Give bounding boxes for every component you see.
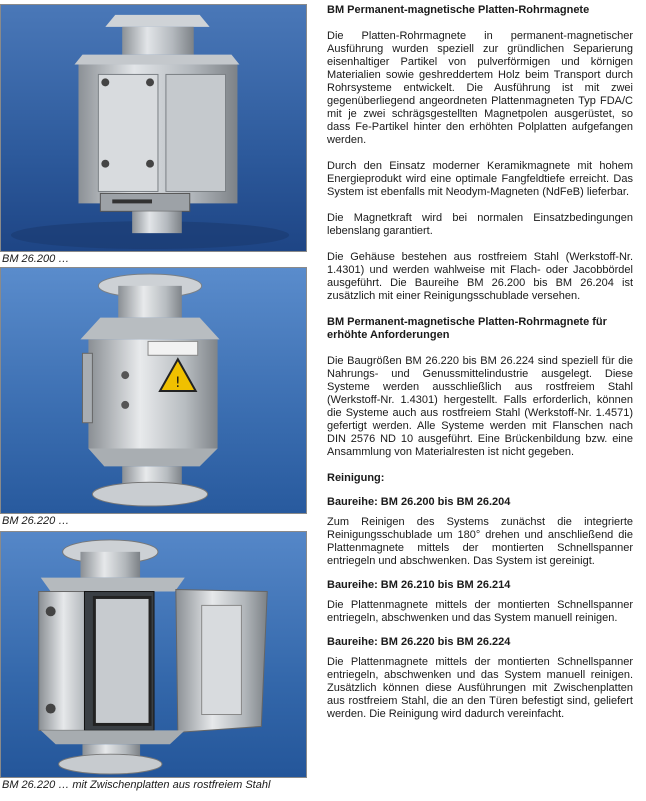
photo-caption: BM 26.220 … mit Zwischenplatten aus rostfreiem Stahl [2,779,271,791]
series-heading: Baureihe: BM 26.220 bis BM 26.224 [327,636,511,648]
series-text: Zum Reinigen des Systems zunächst die integrierte Reinigungsschublade um 180° drehen und anschließend die Plattenmagnete mittels der montierten Schnellspanner entriegeln und abschwenken. Das System ist gereinigt. [327,516,633,567]
cleaning-title: Reinigung: [327,472,385,484]
paragraph: Durch den Einsatz moderner Keramikmagnete mit hohem Energieprodukt wird eine optimale Fangfeldtiefe erreicht. Das System ist ebenfalls mit Neodym-Magneten (NdFeB) lieferbar. [327,160,633,198]
svg-text:!: ! [175,375,181,392]
paragraph: Die Gehäuse bestehen aus rostfreiem Stahl (Werkstoff-Nr. 1.4301) und werden wahlweise mit Flach- oder Jacobbördel ausgeführt. Die Baureihe BM 26.200 bis BM 26.204 ist zusätzlich mit einer Reinigungsschublade versehen. [327,251,633,302]
section-title: BM Permanent-magnetische Platten-Rohrmagnete [327,4,590,16]
photo-caption: BM 26.200 … [2,253,70,265]
text-column [327,4,633,721]
product-photo-bm-26220-open [0,531,307,778]
paragraph: Die Magnetkraft wird bei normalen Einsatzbedingungen lebenslang garantiert. [327,212,633,237]
series-heading: Baureihe: BM 26.200 bis BM 26.204 [327,496,511,508]
product-photo-bm-26220 [0,267,307,514]
photo-caption: BM 26.220 … [2,515,70,527]
series-heading: Baureihe: BM 26.210 bis BM 26.214 [327,579,511,591]
paragraph: Die Baugrößen BM 26.220 bis BM 26.224 sind speziell für die Nahrungs- und Genussmittelindustrie ausgelegt. Diese Systeme werden ausschließlich aus rostfreiem Stahl (Werkstoff-Nr. 1.4301) hergestellt. Falls erforderlich, können die Systeme auch aus rostfreiem Stahl (Werkstoff-Nr. 1.4571) gefertigt werden. Alle Systeme werden mit Flanschen nach DIN 2576 ND 10 ausgeführt. Eine Brückenbildung bzw. eine Ansammlung von Materialresten ist nicht gegeben. [327,355,633,458]
paragraph: Die Platten-Rohrmagnete in permanent-magnetischer Ausführung wurden speziell zur gründlichen Separierung eisenhaltiger Partikel von pulverförmigen und körnigen Materialien sowie geshreddertem Holz beim Transport durch Rohrsysteme entwickelt. Die Ausführung ist mit zwei gegenüberliegend angeordneten Plattenmagneten Typ FDA/C mit je zwei schrägsgestellten Magnetpolen ausgerüstet, so dass Fe-Partikel hinter den erhöhten Polplatten aufgefangen werden. [327,30,633,146]
product-photo-bm-26200 [0,4,307,252]
series-text: Die Plattenmagnete mittels der montierten Schnellspanner entriegeln, abschwenken und das System manuell reinigen. [327,599,633,624]
section-title: BM Permanent-magnetische Platten-Rohrmagnete für erhöhte Anforderungen [327,316,607,341]
series-text: Die Plattenmagnete mittels der montierten Schnellspanner entriegeln, abschwenken und das System manuell reinigen. Zusätzlich können diese Ausführungen mit Zwischenplatten aus rostfreiem Stahl, die an den Türen befestigt sind, geliefert werden. Die Reinigung wird dadurch vereinfacht. [327,656,633,720]
